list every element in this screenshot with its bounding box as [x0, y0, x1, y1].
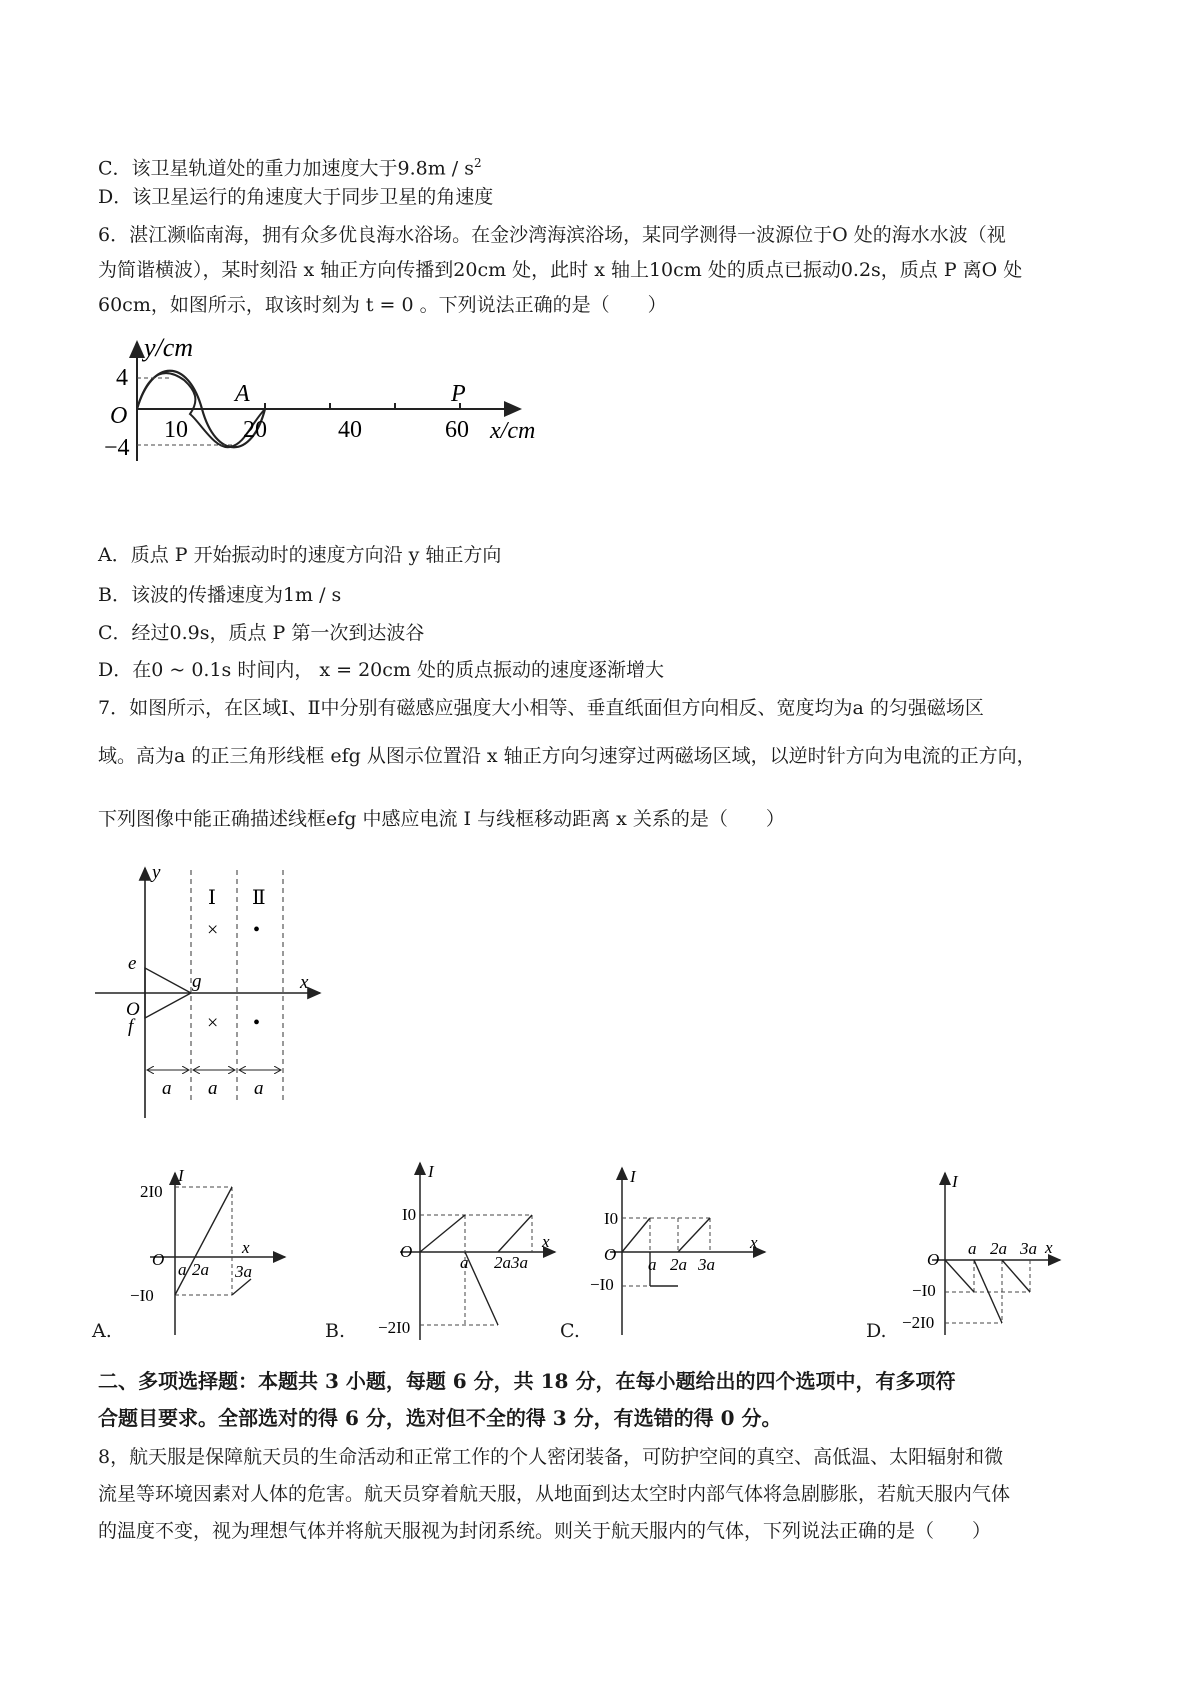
tick-2a: 2a [192, 1260, 209, 1279]
vertex-f-label: f [128, 1016, 134, 1037]
section-2-heading-line-1: 二、多项选择题：本题共 3 小题，每题 6 分，共 18 分，在每小题给出的四个选项中，有多项符 [98, 1369, 956, 1393]
wave-graph [80, 330, 570, 470]
x-label: x [542, 1232, 550, 1251]
cross-upper: × [207, 919, 219, 941]
tick-a: a [178, 1260, 187, 1279]
current-line-d1 [945, 1260, 974, 1292]
cross-lower: × [207, 1012, 219, 1034]
region-1-label: Ⅰ [208, 887, 216, 909]
choice-c-graph [590, 1160, 770, 1340]
choice-d-label: D. [866, 1320, 887, 1342]
q6-stem-line-2: 为简谐横波），某时刻沿 x 轴正方向传播到20cm 处，此时 x 轴上10cm 处的质点已振动0.2s，质点 P 离O 处 [98, 259, 1023, 281]
width-label-3: a [254, 1078, 264, 1099]
origin-label: O [110, 403, 128, 429]
point-a-label: A [235, 381, 250, 407]
i-label: I [630, 1167, 636, 1186]
top-label: I0 [604, 1209, 619, 1228]
tick-2a3a: 2a3a [494, 1253, 528, 1272]
x-axis-label: x/cm [490, 418, 536, 444]
q6-stem-line-1: 6．湛江濒临南海，拥有众多优良海水浴场。在金沙湾海滨浴场，某同学测得一波源位于O 处的海水水波（视 [98, 224, 1006, 246]
y-axis-label: y/cm [144, 333, 194, 362]
tick-3a: 3a [1020, 1239, 1037, 1258]
q8-stem-line-3: 的温度不变，视为理想气体并将航天服视为封闭系统。则关于航天服内的气体，下列说法正确的是（ ） [98, 1520, 992, 1542]
y-tick-neg4: −4 [104, 435, 130, 461]
x-tick-40: 40 [338, 417, 362, 443]
y-label: y [152, 862, 161, 883]
i-label: I [952, 1172, 958, 1191]
x-tick-60: 60 [445, 417, 469, 443]
q7-stem-line-2: 域。高为a 的正三角形线框 efg 从图示位置沿 x 轴正方向匀速穿过两磁场区域，以逆时针方向为电流的正方向， [98, 745, 1036, 767]
origin-label: O [152, 1250, 165, 1269]
x-tick-20: 20 [243, 417, 267, 443]
q5-option-c: C．该卫星轨道处的重力加速度大于$9.8m / s^2$ [98, 156, 482, 180]
section-2-heading-line-2: 合题目要求。全部选对的得 6 分，选对但不全的得 3 分，有选错的得 0 分。 [98, 1406, 782, 1430]
width-label-2: a [208, 1078, 218, 1099]
bottom-label: −2I0 [902, 1313, 935, 1332]
current-line-d3 [1002, 1260, 1030, 1292]
current-line-b1 [420, 1215, 465, 1252]
i-label: I [178, 1166, 184, 1185]
y-tick-4: 4 [116, 365, 128, 391]
x-label: x [300, 972, 309, 993]
origin-label: O [604, 1245, 617, 1264]
tick-a: a [968, 1239, 977, 1258]
tick-2a: 2a [990, 1239, 1007, 1258]
q6-option-a: A．质点 P 开始振动时的速度方向沿 y 轴正方向 [98, 544, 502, 566]
bottom-label: −2I0 [378, 1318, 411, 1337]
current-line-c1 [622, 1218, 650, 1252]
region-2-label: Ⅱ [252, 887, 266, 909]
bottom-label: −I0 [130, 1286, 154, 1305]
dot-lower: • [253, 1012, 261, 1034]
q6-option-c: C．经过0.9s，质点 P 第一次到达波谷 [98, 622, 425, 644]
choice-a-graph [120, 1165, 290, 1340]
point-p-label: P [451, 381, 466, 407]
field-diagram [90, 860, 330, 1130]
dot-upper: • [253, 919, 261, 941]
q5-option-d: D．该卫星运行的角速度大于同步卫星的角速度 [98, 186, 494, 208]
q6-option-b: B．该波的传播速度为1m / s [98, 584, 342, 606]
choice-c-label: C. [560, 1320, 580, 1342]
top-label: −I0 [912, 1281, 936, 1300]
x-tick-10: 10 [164, 417, 188, 443]
q7-stem-line-1: 7．如图所示，在区域Ⅰ、Ⅱ中分别有磁感应强度大小相等、垂直纸面但方向相反、宽度均为a 的匀强磁场区 [98, 697, 984, 719]
width-label-1: a [162, 1078, 172, 1099]
tick-a: a [648, 1255, 657, 1274]
current-line-c3 [678, 1218, 710, 1252]
q8-stem-line-1: 8，航天服是保障航天员的生命活动和正常工作的个人密闭装备，可防护空间的真空、高低温、太阳辐射和微 [98, 1446, 1004, 1468]
choice-b-label: B. [325, 1320, 346, 1342]
tick-a: a [460, 1253, 469, 1272]
x-label: x [750, 1233, 758, 1252]
top-label: I0 [402, 1205, 417, 1224]
origin-label: O [927, 1250, 940, 1269]
vertex-e-label: e [128, 953, 137, 974]
current-line-a2 [232, 1279, 251, 1295]
tick-3a: 3a [698, 1255, 715, 1274]
bottom-label: −I0 [590, 1275, 614, 1294]
origin-label: O [126, 999, 140, 1020]
choice-a-label: A. [92, 1320, 112, 1342]
i-label: I [428, 1162, 434, 1181]
tick-3a: 3a [235, 1262, 252, 1281]
current-line-b3 [498, 1215, 532, 1252]
origin-label: O [400, 1242, 413, 1261]
q6-stem-line-3: 60cm，如图所示，取该时刻为 t = 0 。下列说法正确的是（ ） [98, 294, 667, 316]
q7-stem-line-3: 下列图像中能正确描述线框efg 中感应电流 I 与线框移动距离 x 关系的是（ ） [98, 808, 785, 830]
choice-d-graph [870, 1165, 1070, 1340]
x-label: x [242, 1238, 250, 1257]
tick-2a: 2a [670, 1255, 687, 1274]
q8-stem-line-2: 流星等环境因素对人体的危害。航天员穿着航天服，从地面到达太空时内部气体将急剧膨胀，若航天服内气体 [98, 1483, 1011, 1505]
q6-option-d: D．在0 ~ 0.1s 时间内， x = 20cm 处的质点振动的速度逐渐增大 [98, 659, 664, 681]
x-label: x [1045, 1238, 1053, 1257]
choice-b-graph [360, 1155, 560, 1345]
top-label: 2I0 [140, 1182, 163, 1201]
vertex-g-label: g [192, 971, 202, 992]
